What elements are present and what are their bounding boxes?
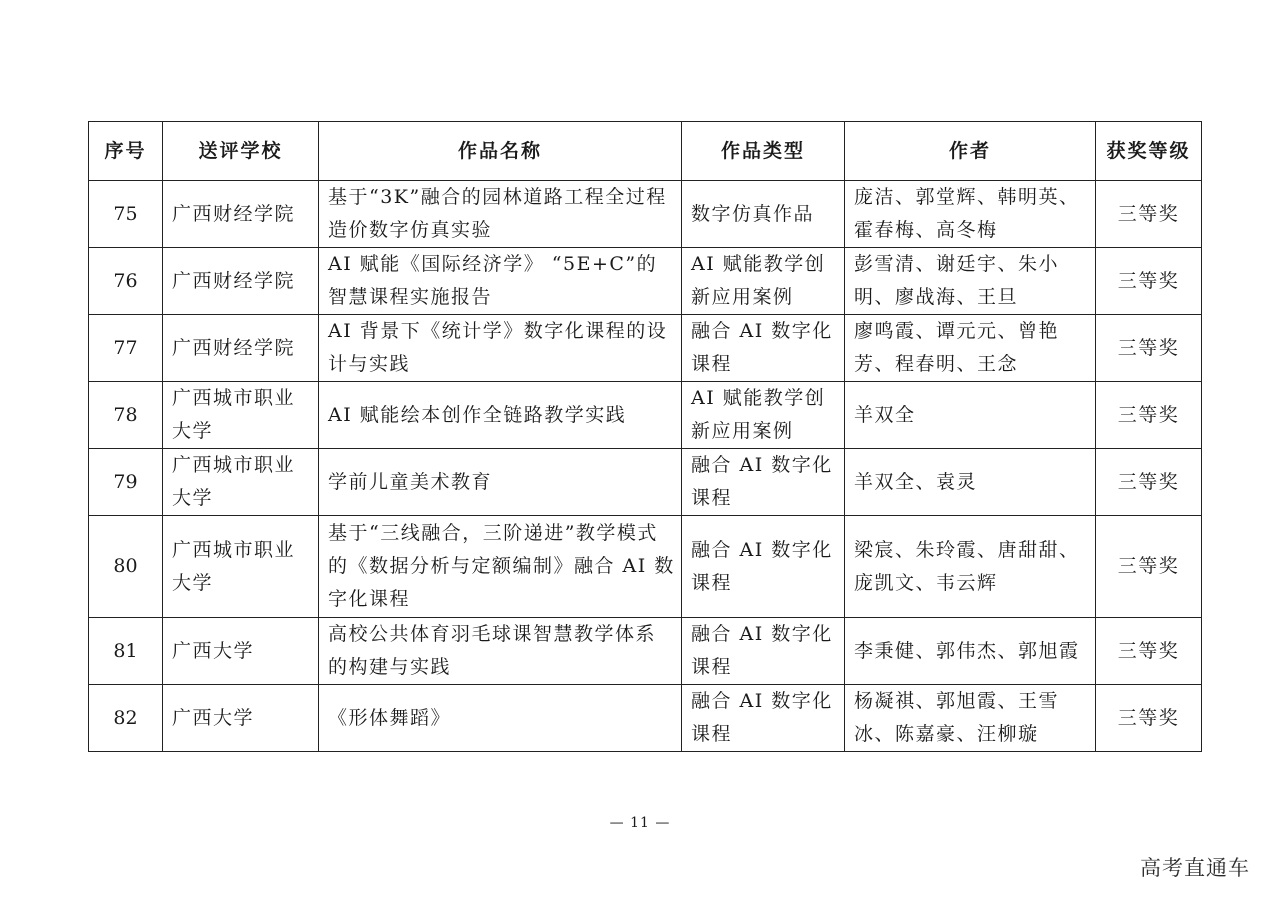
cell-serial: 82 [89, 685, 163, 752]
cell-type: AI 赋能教学创新应用案例 [682, 248, 845, 315]
cell-level: 三等奖 [1096, 618, 1202, 685]
table-row [89, 248, 1202, 315]
cell-level: 三等奖 [1096, 516, 1202, 618]
table-header-row [89, 122, 1202, 181]
header-school: 送评学校 [163, 122, 319, 181]
cell-title: AI 赋能《国际经济学》 “5E+C”的智慧课程实施报告 [319, 248, 682, 315]
cell-type: 数字仿真作品 [682, 181, 845, 248]
table-row [89, 516, 1202, 618]
table-row [89, 618, 1202, 685]
watermark-text: 高考直通车 [1140, 856, 1250, 880]
header-authors: 作者 [845, 122, 1096, 181]
cell-authors: 廖鸣霞、谭元元、曾艳芳、程春明、王念 [845, 315, 1096, 382]
header-title: 作品名称 [319, 122, 682, 181]
cell-authors: 庞洁、郭堂辉、韩明英、霍春梅、高冬梅 [845, 181, 1096, 248]
cell-type: 融合 AI 数字化课程 [682, 449, 845, 516]
cell-title: 基于“三线融合，三阶递进”教学模式的《数据分析与定额编制》融合 AI 数字化课程 [319, 516, 682, 618]
cell-serial: 76 [89, 248, 163, 315]
cell-school: 广西大学 [163, 618, 319, 685]
cell-serial: 79 [89, 449, 163, 516]
cell-school: 广西财经学院 [163, 181, 319, 248]
cell-serial: 77 [89, 315, 163, 382]
cell-authors: 李秉健、郭伟杰、郭旭霞 [845, 618, 1096, 685]
awards-table [88, 121, 1202, 752]
cell-type: 融合 AI 数字化课程 [682, 315, 845, 382]
cell-level: 三等奖 [1096, 248, 1202, 315]
cell-authors: 羊双全 [845, 382, 1096, 449]
header-serial: 序号 [89, 122, 163, 181]
cell-level: 三等奖 [1096, 181, 1202, 248]
header-type: 作品类型 [682, 122, 845, 181]
cell-type: 融合 AI 数字化课程 [682, 618, 845, 685]
cell-level: 三等奖 [1096, 382, 1202, 449]
table-row [89, 685, 1202, 752]
cell-title: 《形体舞蹈》 [319, 685, 682, 752]
cell-school: 广西大学 [163, 685, 319, 752]
cell-authors: 彭雪清、谢廷宇、朱小明、廖战海、王旦 [845, 248, 1096, 315]
cell-title: 高校公共体育羽毛球课智慧教学体系的构建与实践 [319, 618, 682, 685]
cell-title: AI 赋能绘本创作全链路教学实践 [319, 382, 682, 449]
table-row [89, 181, 1202, 248]
cell-level: 三等奖 [1096, 315, 1202, 382]
cell-serial: 78 [89, 382, 163, 449]
page-number: — 11 — [609, 815, 671, 831]
cell-authors: 梁宸、朱玲霞、唐甜甜、庞凯文、韦云辉 [845, 516, 1096, 618]
cell-school: 广西财经学院 [163, 248, 319, 315]
header-level: 获奖等级 [1096, 122, 1202, 181]
cell-serial: 75 [89, 181, 163, 248]
cell-level: 三等奖 [1096, 449, 1202, 516]
table-row [89, 449, 1202, 516]
cell-title: 学前儿童美术教育 [319, 449, 682, 516]
cell-school: 广西城市职业大学 [163, 516, 319, 618]
cell-authors: 羊双全、袁灵 [845, 449, 1096, 516]
cell-authors: 杨凝祺、郭旭霞、王雪冰、陈嘉豪、汪柳璇 [845, 685, 1096, 752]
cell-serial: 81 [89, 618, 163, 685]
cell-serial: 80 [89, 516, 163, 618]
table-row [89, 382, 1202, 449]
cell-school: 广西城市职业大学 [163, 382, 319, 449]
cell-type: 融合 AI 数字化课程 [682, 516, 845, 618]
cell-title: 基于“3K”融合的园林道路工程全过程造价数字仿真实验 [319, 181, 682, 248]
cell-school: 广西财经学院 [163, 315, 319, 382]
cell-level: 三等奖 [1096, 685, 1202, 752]
cell-type: 融合 AI 数字化课程 [682, 685, 845, 752]
table-row [89, 315, 1202, 382]
cell-type: AI 赋能教学创新应用案例 [682, 382, 845, 449]
cell-school: 广西城市职业大学 [163, 449, 319, 516]
cell-title: AI 背景下《统计学》数字化课程的设计与实践 [319, 315, 682, 382]
